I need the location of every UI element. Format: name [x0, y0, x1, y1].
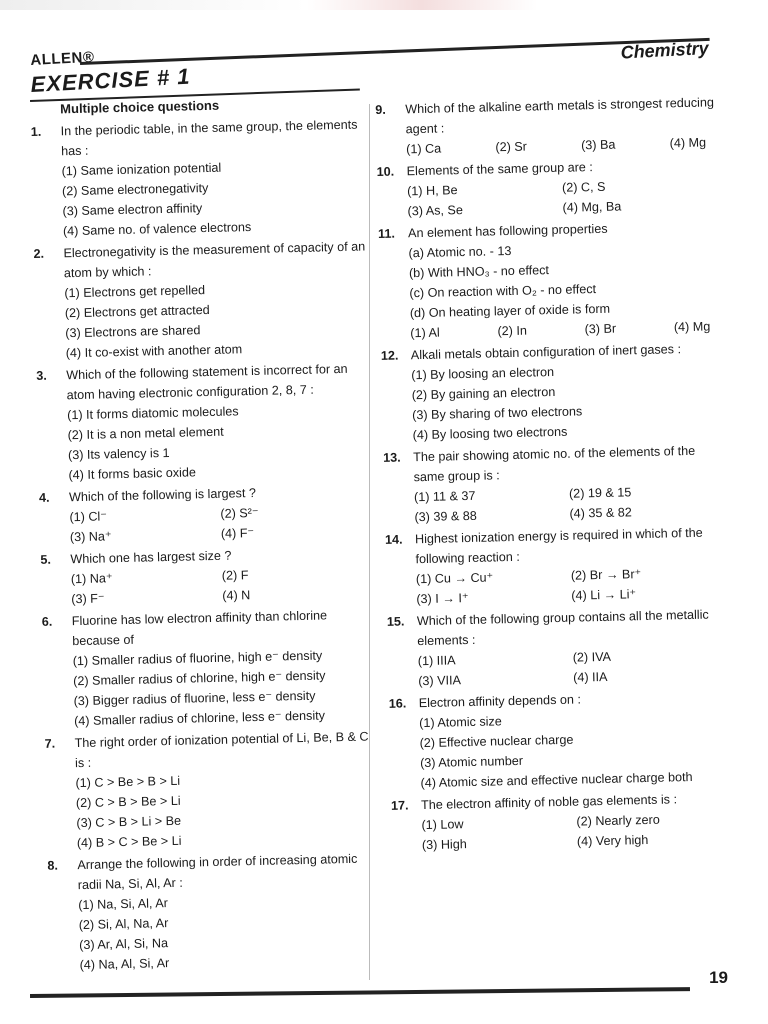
- question-text: Elements of the same group are :: [406, 160, 594, 179]
- question-text: Electron affinity depends on :: [418, 692, 582, 711]
- question-number: 7.: [44, 736, 56, 751]
- answer-option: (1) Smaller radius of fluorine, high e⁻ density: [72, 648, 323, 669]
- question-number: 3.: [36, 368, 47, 383]
- option-group: [419, 706, 731, 793]
- answer-option: (2) It is a non metal element: [67, 424, 224, 443]
- answer-option: (4) N: [222, 588, 251, 603]
- question-text: Fluorine has low electron affinity than chlorine because of: [71, 608, 328, 649]
- answer-option: (2) IVA: [572, 649, 612, 665]
- page-number: 19: [709, 968, 728, 987]
- question-item: [383, 440, 725, 528]
- question-text: Which one has largest size ?: [70, 548, 232, 567]
- question-body: [417, 604, 729, 691]
- question-number: 9.: [375, 102, 386, 117]
- option-group: [64, 276, 368, 363]
- answer-option: (4) Very high: [576, 832, 649, 849]
- answer-option: (3) Its valency is 1: [67, 445, 170, 463]
- question-number: 12.: [380, 348, 399, 363]
- question-number: 1.: [30, 124, 42, 139]
- question-text: The right order of ionization potential of Li, Be, B & C is :: [74, 729, 369, 771]
- question-item: [40, 542, 373, 610]
- answer-option: (1) By loosing an electron: [411, 365, 555, 383]
- footer-rule: [30, 987, 690, 998]
- question-number: 14.: [384, 532, 403, 547]
- question-item: [44, 726, 379, 854]
- option-group: [73, 644, 377, 731]
- question-item: [387, 604, 729, 692]
- answer-option: (2) Effective nuclear charge: [419, 732, 574, 751]
- answer-option: (1) Same ionization potential: [61, 160, 222, 179]
- question-text: Electronegativity is the measurement of capacity of an atom by which :: [63, 239, 366, 281]
- question-body: [72, 604, 377, 731]
- publisher-logo: ALLEN®: [30, 48, 95, 69]
- question-item: [33, 236, 368, 364]
- answer-option: (3) F⁻: [71, 591, 105, 607]
- option-group: [411, 358, 723, 445]
- question-text: Alkali metals obtain configuration of inert gases :: [410, 342, 682, 363]
- question-text: Which of the following group contains all the metallic elements :: [416, 607, 709, 649]
- option-group: [414, 480, 725, 527]
- option-group: [75, 766, 379, 853]
- answer-option: (4) Mg, Ba: [562, 199, 622, 215]
- exercise-title: EXERCISE # 1: [30, 63, 192, 97]
- question-item: [376, 154, 717, 222]
- right-question-list: [375, 92, 732, 856]
- option-group: [416, 562, 727, 609]
- question-number: 6.: [41, 614, 53, 629]
- answer-option: (3) Same electron affinity: [62, 201, 203, 219]
- answer-option: (4) It forms basic oxide: [68, 465, 197, 483]
- question-item: [381, 338, 723, 446]
- option-group: [408, 236, 720, 323]
- answer-option: (4) Mg: [669, 135, 707, 151]
- answer-option: (3) Atomic number: [419, 753, 524, 771]
- answer-option: (1) Electrons get repelled: [64, 283, 206, 301]
- question-item: [389, 686, 731, 794]
- question-body: [415, 522, 727, 609]
- question-item: [39, 480, 372, 548]
- answer-option: (1) C > Be > B > Li: [75, 773, 181, 791]
- question-text: Arrange the following in order of increasing atomic radii Na, Si, Al, Ar :: [77, 851, 358, 893]
- answer-option: (1) Cl⁻: [69, 509, 108, 525]
- answer-option: (3) As, Se: [407, 203, 464, 219]
- right-column: [375, 90, 732, 856]
- answer-option: (3) Na⁺: [69, 529, 112, 545]
- question-number: 11.: [377, 226, 396, 241]
- question-body: [66, 358, 371, 485]
- answer-option: (4) Smaller radius of chlorine, less e⁻ density: [73, 708, 326, 729]
- answer-option: (4) It co-exist with another atom: [65, 342, 243, 361]
- answer-option: (2) Electrons get attracted: [64, 302, 210, 321]
- header-rule: [80, 38, 710, 65]
- answer-option: (4) Na, Al, Si, Ar: [79, 956, 170, 973]
- answer-option: (2) F: [221, 568, 249, 583]
- answer-option: (3) I → I⁺: [416, 591, 469, 607]
- answer-option: (4) By loosing two electrons: [412, 424, 568, 443]
- answer-option: (1) It forms diatomic molecules: [67, 404, 239, 423]
- question-text: Highest ionization energy is required in which of the following reaction :: [414, 525, 703, 567]
- question-item: [375, 92, 716, 160]
- question-body: [60, 114, 365, 241]
- answer-option: (3) Ba: [580, 137, 616, 153]
- answer-option: (3) 39 & 88: [414, 508, 477, 525]
- answer-option: (2) Smaller radius of chlorine, high e⁻ density: [73, 668, 326, 689]
- answer-option: (4) 35 & 82: [569, 505, 632, 521]
- answer-option: (1) Atomic size: [419, 714, 502, 731]
- question-item: [391, 788, 732, 856]
- answer-option: (2) Sr: [495, 139, 528, 155]
- section-heading: Multiple choice questions: [60, 97, 220, 117]
- answer-option: (4) Same no. of valence electrons: [62, 220, 252, 239]
- question-body: [70, 542, 373, 609]
- answer-option: (4) F⁻: [220, 526, 255, 541]
- answer-option: (3) Bigger radius of fluorine, less e⁻ density: [73, 688, 316, 709]
- answer-option: (2) C > B > Be > Li: [75, 793, 181, 811]
- answer-option: (1) Na, Si, Al, Ar: [78, 896, 169, 913]
- left-question-list: [30, 114, 381, 975]
- answer-option: (4) Li → Li⁺: [571, 587, 637, 603]
- answer-option: (2) Same electronegativity: [61, 180, 209, 199]
- answer-option: (3) By sharing of two electrons: [412, 404, 583, 423]
- question-number: 15.: [386, 614, 405, 629]
- option-group: [418, 644, 729, 691]
- answer-option: (4) Atomic size and effective nuclear charge both: [420, 769, 693, 791]
- answer-option: (2) In: [497, 323, 528, 339]
- question-text: Which of the following is largest ?: [68, 485, 257, 505]
- answer-option: (2) S²⁻: [220, 505, 259, 521]
- option-group: [407, 174, 718, 221]
- option-group: [69, 500, 372, 547]
- question-text: The pair showing atomic no. of the elements of the same group is :: [413, 443, 696, 485]
- answer-option: (4) Mg: [673, 319, 711, 335]
- answer-option: (4) IIA: [573, 669, 608, 685]
- question-item: [36, 358, 371, 486]
- answer-option: (1) 11 & 37: [413, 488, 476, 505]
- answer-option: (3) Br: [584, 321, 617, 337]
- answer-option: (d) On heating layer of oxide is form: [409, 301, 611, 321]
- option-group: [421, 808, 732, 855]
- option-group: [71, 562, 374, 609]
- answer-option: (1) Low: [421, 817, 464, 833]
- question-body: [406, 154, 717, 221]
- question-body: [405, 92, 716, 159]
- answer-option: (2) By gaining an electron: [411, 384, 556, 403]
- question-body: [63, 236, 368, 363]
- question-text: Which of the alkaline earth metals is strongest reducing agent :: [405, 95, 715, 137]
- question-body: [411, 338, 723, 445]
- question-item: [378, 216, 721, 344]
- question-body: [74, 726, 379, 853]
- question-item: [42, 604, 377, 732]
- subject-title: Chemistry: [620, 38, 710, 63]
- answer-option: (3) C > B > Li > Be: [76, 813, 182, 831]
- question-text: The electron affinity of noble gas elements is :: [420, 792, 678, 813]
- question-number: 5.: [40, 552, 52, 567]
- option-group: [67, 398, 371, 485]
- answer-option: (1) Al: [410, 325, 440, 341]
- question-number: 2.: [33, 246, 45, 261]
- answer-option: (3) Ar, Al, Si, Na: [79, 936, 169, 953]
- answer-option: (1) IIIA: [417, 653, 456, 669]
- question-number: 4.: [38, 490, 50, 505]
- left-column: [30, 92, 382, 975]
- answer-option: (1) Ca: [406, 141, 442, 157]
- answer-option: (2) C, S: [561, 179, 606, 195]
- answer-option: (3) VIIA: [418, 673, 462, 689]
- answer-option: (2) Nearly zero: [576, 812, 660, 829]
- answer-option: (1) Cu → Cu⁺: [415, 570, 494, 587]
- question-body: [408, 216, 721, 343]
- question-number: 10.: [376, 164, 395, 179]
- option-group: [61, 154, 365, 241]
- answer-option: (3) High: [421, 837, 467, 853]
- answer-option: (c) On reaction with O₂ - no effect: [409, 282, 597, 301]
- question-number: 8.: [47, 858, 59, 873]
- question-body: [413, 440, 725, 527]
- answer-option: (1) H, Be: [406, 183, 458, 199]
- answer-option: (a) Atomic no. - 13: [408, 243, 512, 261]
- question-number: 17.: [390, 798, 409, 813]
- answer-option: (2) Br → Br⁺: [570, 567, 642, 583]
- question-text: An element has following properties: [407, 221, 608, 241]
- question-item: [30, 114, 365, 242]
- question-body: [419, 686, 731, 793]
- answer-option: (4) B > C > Be > Li: [76, 833, 182, 851]
- answer-option: (b) With HNO₃ - no effect: [408, 263, 550, 281]
- question-number: 16.: [388, 696, 407, 711]
- question-body: [421, 788, 732, 855]
- question-body: [77, 848, 382, 975]
- question-item: [385, 522, 727, 610]
- answer-option: (1) Na⁺: [70, 571, 113, 587]
- option-group: [78, 888, 382, 975]
- answer-option: (3) Electrons are shared: [65, 323, 201, 341]
- question-text: Which of the following statement is incorrect for an atom having electronic configuration 2, 8, 7 :: [66, 361, 348, 403]
- question-number: 13.: [383, 450, 401, 465]
- answer-option: (2) Si, Al, Na, Ar: [78, 916, 169, 933]
- question-text: In the periodic table, in the same group, the elements has :: [60, 117, 358, 159]
- question-item: [47, 848, 382, 976]
- answer-option: (2) 19 & 15: [568, 485, 632, 501]
- top-edge-band: [0, 0, 768, 10]
- question-body: [69, 480, 372, 547]
